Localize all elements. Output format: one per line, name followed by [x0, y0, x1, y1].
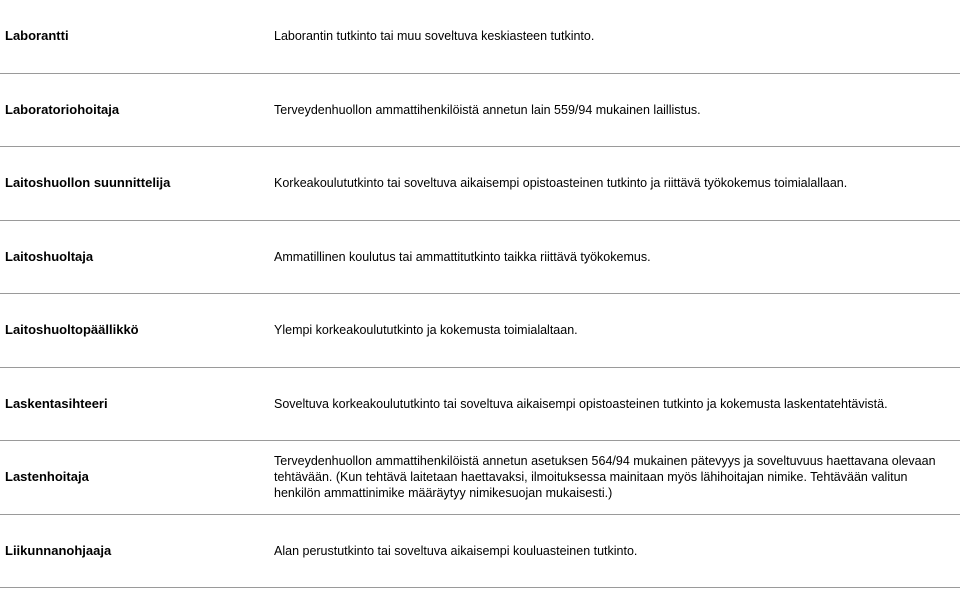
table-row — [0, 74, 960, 148]
job-title: Laitoshuoltopäällikkö — [5, 322, 139, 338]
job-title: Liikunnanohjaaja — [5, 542, 112, 558]
job-requirement: Korkeakoulututkinto tai soveltuva aikaisempi opistoasteinen tutkinto ja riittävä työkokemus toimialallaan. — [274, 176, 848, 191]
table-row — [0, 147, 960, 221]
job-requirement: Ammatillinen koulutus tai ammattitutkinto taikka riittävä työkokemus. — [274, 249, 651, 264]
table-row — [0, 294, 960, 368]
job-title: Laboratoriohoitaja — [5, 101, 120, 117]
job-requirement: Laborantin tutkinto tai muu soveltuva keskiasteen tutkinto. — [274, 29, 595, 44]
job-title: Laskentasihteeri — [5, 395, 108, 411]
job-requirement: Terveydenhuollon ammattihenkilöistä annetun asetuksen 564/94 mukainen pätevyys ja soveltuvuus haettavana olevaan tehtävään. (Kun tehtävä laitetaan haettavaksi, ilmoituksessa mainitaan myös lähihoitajan nimike. Tehtävään valitun henkilön ammattinimike määräytyy nimikesuojan mukaisesti.) — [274, 454, 936, 501]
job-title: Laitoshuollon suunnittelija — [5, 175, 171, 191]
job-title: Laborantti — [5, 28, 69, 44]
job-title: Laitoshuoltaja — [5, 248, 94, 264]
job-requirement: Soveltuva korkeakoulututkinto tai soveltuva aikaisempi opistoasteinen tutkinto ja kokemusta laskentatehtävistä. — [274, 396, 888, 411]
table-row — [0, 441, 960, 515]
table-row — [0, 368, 960, 442]
job-requirement: Terveydenhuollon ammattihenkilöistä annetun lain 559/94 mukainen laillistus. — [274, 102, 701, 117]
job-title: Lastenhoitaja — [5, 469, 89, 485]
table-row — [0, 515, 960, 589]
table-row — [0, 0, 960, 74]
job-requirement: Alan perustutkinto tai soveltuva aikaisempi kouluasteinen tutkinto. — [274, 543, 638, 558]
table-row — [0, 221, 960, 295]
job-requirement: Ylempi korkeakoulututkinto ja kokemusta toimialaltaan. — [274, 323, 578, 338]
